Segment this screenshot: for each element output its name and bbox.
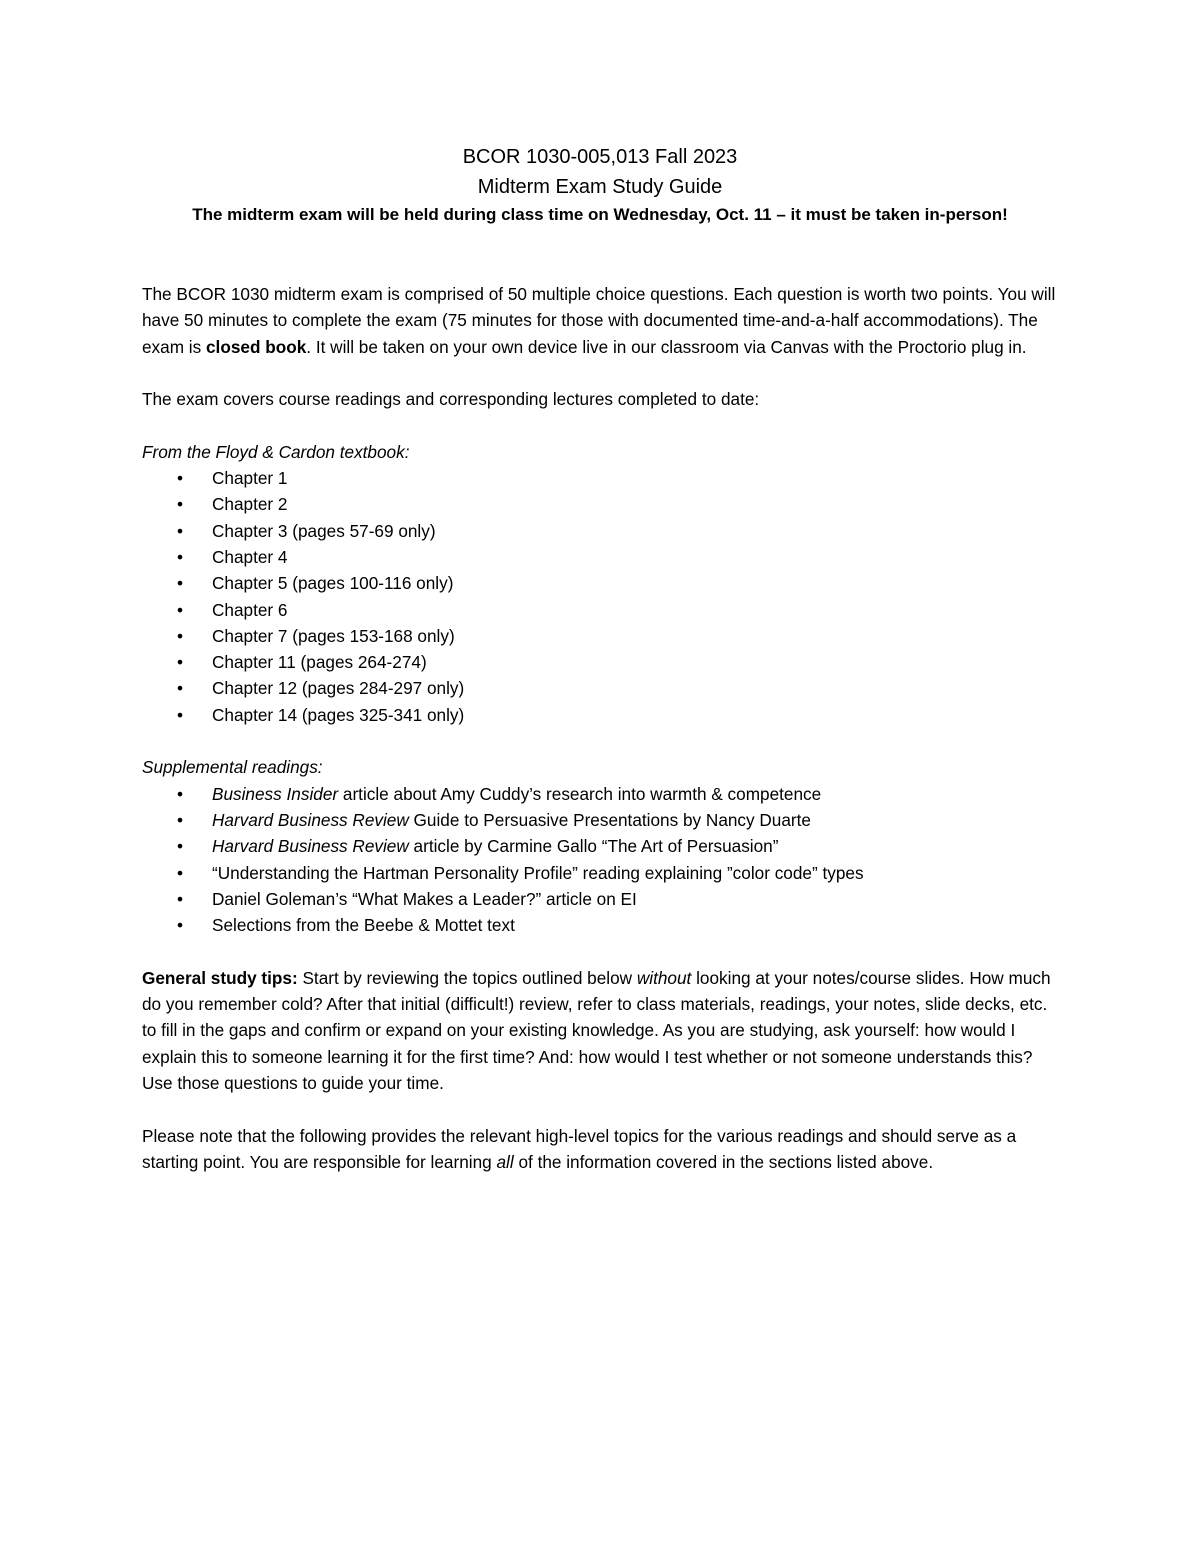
title-block bbox=[0, 142, 1200, 228]
closing-text-2: of the information covered in the sections listed above. bbox=[513, 1151, 934, 1172]
intro-bold-text: closed book bbox=[206, 336, 307, 357]
list-item-text: Chapter 1 bbox=[212, 468, 288, 489]
document-body bbox=[142, 281, 1060, 1201]
study-tips-label: General study tips: bbox=[142, 967, 298, 988]
bullet-icon: • bbox=[176, 625, 184, 646]
intro-text-2: . It will be taken on your own device live in our classroom via Canvas with the Proctorio plug in. bbox=[306, 336, 1027, 357]
supplemental-reading-list bbox=[142, 781, 1060, 939]
bullet-icon: • bbox=[176, 599, 184, 620]
bullet-icon: • bbox=[176, 836, 184, 857]
list-item-text: Chapter 12 (pages 284-297 only) bbox=[212, 678, 465, 699]
publication-name: Business Insider bbox=[212, 783, 339, 804]
list-item bbox=[142, 912, 1060, 938]
study-tips-text-1: Start by reviewing the topics outlined below bbox=[297, 967, 637, 988]
list-item-text: Selections from the Beebe & Mottet text bbox=[212, 915, 515, 936]
list-item-text: Chapter 11 (pages 264-274) bbox=[212, 652, 427, 673]
list-item-text: Daniel Goleman’s “What Makes a Leader?” article on EI bbox=[212, 888, 637, 909]
bullet-icon: • bbox=[176, 809, 184, 830]
bullet-icon: • bbox=[176, 573, 184, 594]
publication-name: Harvard Business Review bbox=[212, 809, 409, 830]
list-item bbox=[142, 833, 1060, 859]
coverage-paragraph: The exam covers course readings and corresponding lectures completed to date: bbox=[142, 389, 760, 410]
bullet-icon: • bbox=[176, 862, 184, 883]
list-item bbox=[142, 597, 1060, 623]
list-item-text: article by Carmine Gallo “The Art of Persuasion” bbox=[408, 836, 779, 857]
list-item bbox=[142, 518, 1060, 544]
list-item bbox=[142, 675, 1060, 701]
bullet-icon: • bbox=[176, 546, 184, 567]
list-item bbox=[142, 623, 1060, 649]
bullet-icon: • bbox=[176, 494, 184, 515]
list-item-text: Chapter 3 (pages 57-69 only) bbox=[212, 520, 436, 541]
study-tips-text-2: looking at your notes/course slides. How much do you remember cold? After that initial (difficult!) review, refer to class materials, readings, your notes, slide decks, etc. to fill in the gaps and confirm or expand on your existing knowledge. As you are studying, ask yourself: how would I explain this to someone learning it for the first time? And: how would I test whether or not someone understands this? Use those questions to guide your time. bbox=[142, 967, 1051, 1093]
list-item-text: Chapter 6 bbox=[212, 599, 288, 620]
publication-name: Harvard Business Review bbox=[212, 836, 409, 857]
list-item-text: article about Amy Cuddy’s research into warmth & competence bbox=[338, 783, 822, 804]
bullet-icon: • bbox=[176, 468, 184, 489]
intro-text-1: The BCOR 1030 midterm exam is comprised of 50 multiple choice questions. Each question is worth two points. You will have 50 minutes to complete the exam (75 minutes for those with documented time-and-a-half accommodations). The exam is bbox=[142, 284, 1056, 357]
supplemental-label: Supplemental readings: bbox=[142, 757, 323, 778]
list-item-text: Guide to Persuasive Presentations by Nancy Duarte bbox=[408, 809, 811, 830]
study-tips-emphasis: without bbox=[636, 967, 692, 988]
bullet-icon: • bbox=[176, 520, 184, 541]
exam-notice: The midterm exam will be held during class time on Wednesday, Oct. 11 – it must be taken in-person! bbox=[192, 205, 1008, 224]
list-item bbox=[142, 860, 1060, 886]
textbook-chapter-list bbox=[142, 465, 1060, 728]
list-item bbox=[142, 702, 1060, 728]
bullet-icon: • bbox=[176, 915, 184, 936]
list-item-text: Chapter 4 bbox=[212, 546, 288, 567]
closing-paragraph bbox=[142, 1123, 1060, 1176]
list-item bbox=[142, 807, 1060, 833]
closing-emphasis: all bbox=[496, 1151, 514, 1172]
bullet-icon: • bbox=[176, 678, 184, 699]
list-item bbox=[142, 781, 1060, 807]
course-line: BCOR 1030-005,013 Fall 2023 bbox=[462, 146, 738, 168]
textbook-label: From the Floyd & Cardon textbook: bbox=[142, 441, 410, 462]
list-item bbox=[142, 465, 1060, 491]
page-title: Midterm Exam Study Guide bbox=[477, 176, 723, 198]
intro-paragraph bbox=[142, 281, 1060, 360]
list-item-text: “Understanding the Hartman Personality Profile” reading explaining ”color code” types bbox=[212, 862, 864, 883]
list-item bbox=[142, 491, 1060, 517]
list-item bbox=[142, 570, 1060, 596]
list-item-text: Chapter 5 (pages 100-116 only) bbox=[212, 573, 454, 594]
bullet-icon: • bbox=[176, 783, 184, 804]
bullet-icon: • bbox=[176, 652, 184, 673]
closing-text-1: Please note that the following provides the relevant high-level topics for the various readings and should serve as a starting point. You are responsible for learning bbox=[142, 1125, 1017, 1172]
list-item-text: Chapter 7 (pages 153-168 only) bbox=[212, 625, 455, 646]
list-item bbox=[142, 886, 1060, 912]
list-item-text: Chapter 2 bbox=[212, 494, 288, 515]
bullet-icon: • bbox=[176, 888, 184, 909]
list-item-text: Chapter 14 (pages 325-341 only) bbox=[212, 704, 465, 725]
list-item bbox=[142, 649, 1060, 675]
bullet-icon: • bbox=[176, 704, 184, 725]
list-item bbox=[142, 544, 1060, 570]
study-tips-paragraph bbox=[142, 965, 1060, 1096]
